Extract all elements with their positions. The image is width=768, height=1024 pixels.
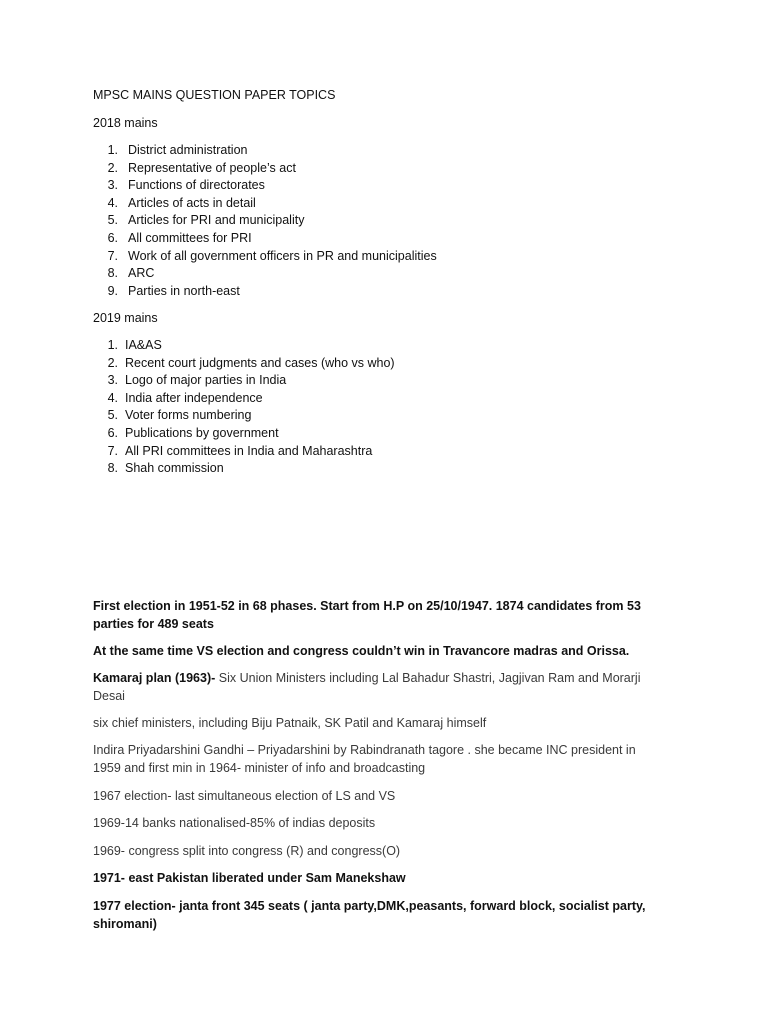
kamaraj-plan-text: Six Union Ministers including Lal Bahadur Shastri, Jagjivan Ram and Morarji Desai <box>93 671 641 703</box>
note-kamaraj-plan <box>93 670 653 705</box>
list-item: 9. Parties in north-east <box>107 283 240 298</box>
list-item: 6. All committees for PRI <box>107 230 252 245</box>
list-item: 8. Shah commission <box>107 461 224 476</box>
note-1977-election: 1977 election- janta front 345 seats ( janta party,DMK,peasants, forward block, socialist party, shiromani) <box>93 899 646 931</box>
note-1967-election: 1967 election- last simultaneous election of LS and VS <box>93 789 396 803</box>
list-item: 7. Work of all government officers in PR and municipalities <box>107 248 437 263</box>
note-1971-liberation: 1971- east Pakistan liberated under Sam Manekshaw <box>93 871 406 885</box>
note-indira-gandhi: Indira Priyadarshini Gandhi – Priyadarshini by Rabindranath tagore . she became INC president in 1959 and first min in 1964- minister of info and broadcasting <box>93 743 636 775</box>
list-item: 1. District administration <box>107 143 248 157</box>
list-item: 1. IA&AS <box>107 338 162 352</box>
note-first-election: First election in 1951-52 in 68 phases. Start from H.P on 25/10/1947. 1874 candidates from 53 parties for 489 seats <box>93 599 641 631</box>
list-item: 5. Voter forms numbering <box>107 408 252 423</box>
list-2018-topics <box>93 142 437 300</box>
note-chief-ministers: six chief ministers, including Biju Patnaik, SK Patil and Kamaraj himself <box>93 716 487 730</box>
note-1969-banks: 1969-14 banks nationalised-85% of indias deposits <box>93 816 376 830</box>
list-item: 2. Recent court judgments and cases (who vs who) <box>107 355 395 370</box>
list-item: 7. All PRI committees in India and Maharashtra <box>107 443 373 458</box>
list-item: 4. India after independence <box>107 390 263 405</box>
list-item: 3. Logo of major parties in India <box>107 373 287 388</box>
list-item: 3. Functions of directorates <box>107 178 265 193</box>
section-heading-2018: 2018 mains <box>93 116 158 130</box>
note-vs-election: At the same time VS election and congress couldn’t win in Travancore madras and Orissa. <box>93 644 630 658</box>
list-item: 5. Articles for PRI and municipality <box>107 213 305 228</box>
list-item: 8. ARC <box>107 266 155 281</box>
page-title: MPSC MAINS QUESTION PAPER TOPICS <box>93 88 336 102</box>
list-item: 6. Publications by government <box>107 425 279 440</box>
note-1969-split: 1969- congress split into congress (R) and congress(O) <box>93 844 401 858</box>
section-heading-2019: 2019 mains <box>93 311 158 325</box>
list-item: 4. Articles of acts in detail <box>107 195 256 210</box>
list-2019-topics <box>93 337 395 478</box>
list-item: 2. Representative of people’s act <box>107 160 296 175</box>
kamaraj-plan-label: Kamaraj plan (1963)- <box>93 671 216 685</box>
